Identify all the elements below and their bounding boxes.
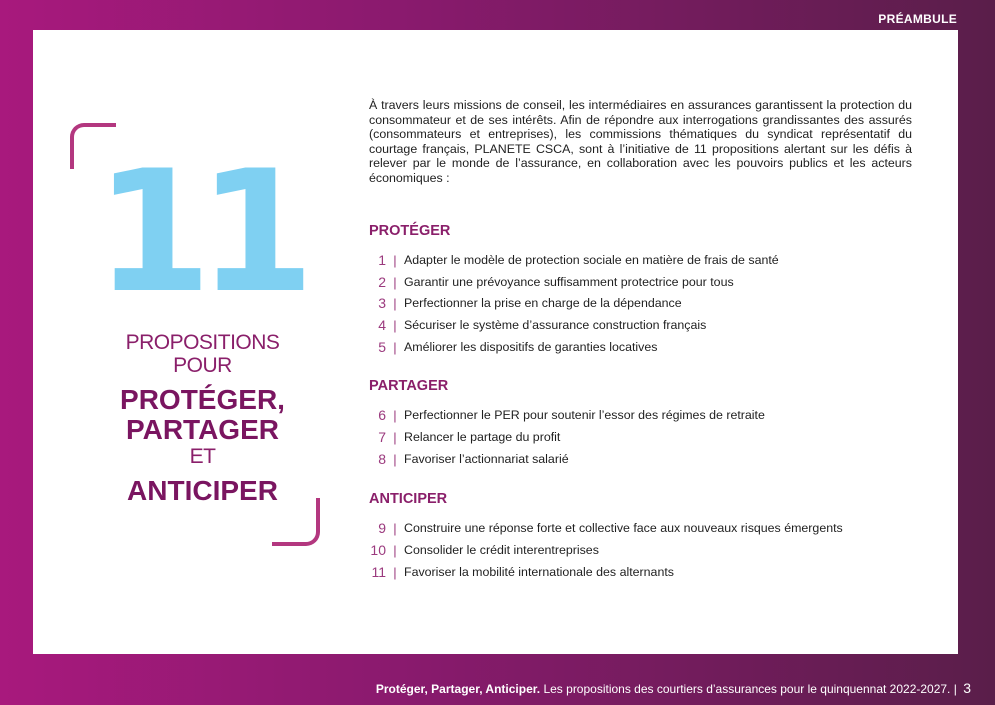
item-separator: |: [393, 564, 397, 580]
item-text: Relancer le partage du profit: [404, 430, 561, 444]
heading-anticiper: ANTICIPER: [127, 475, 278, 506]
item-number: 9: [378, 520, 386, 536]
item-number: 11: [371, 564, 386, 580]
section-label: PRÉAMBULE: [878, 12, 957, 26]
item-separator: |: [393, 295, 397, 311]
list-item: [364, 540, 599, 560]
item-text: Consolider le crédit interentreprises: [404, 543, 599, 557]
list-item: [364, 293, 682, 313]
item-number: 5: [378, 339, 386, 355]
heading-et: ET: [189, 445, 216, 468]
list-item: [364, 250, 779, 270]
footer: [376, 680, 971, 696]
list-item: [364, 405, 765, 425]
item-number: 8: [378, 451, 386, 467]
heading-pour: POUR: [173, 354, 232, 377]
item-text: Favoriser l’actionnariat salarié: [404, 452, 569, 466]
item-text: Garantir une prévoyance suffisamment protectrice pour tous: [404, 275, 734, 289]
list-item: [364, 427, 560, 447]
item-text: Perfectionner le PER pour soutenir l’essor des régimes de retraite: [404, 408, 765, 422]
item-number: 7: [378, 429, 386, 445]
item-number: 2: [378, 274, 386, 290]
item-number: 4: [378, 317, 386, 333]
footer-title: Protéger, Partager, Anticiper.: [375, 682, 541, 696]
heading-partager: PARTAGER: [126, 414, 279, 445]
item-number: 6: [378, 407, 386, 423]
left-heading: [110, 332, 295, 507]
item-text: Favoriser la mobilité internationale des alternants: [404, 565, 674, 579]
item-number: 3: [378, 295, 386, 311]
item-text: Perfectionner la prise en charge de la dépendance: [404, 296, 682, 310]
item-text: Adapter le modèle de protection sociale en matière de frais de santé: [404, 253, 779, 267]
page-number: 3: [963, 680, 971, 696]
item-number: 1: [378, 252, 386, 268]
item-text: Sécuriser le système d’assurance construction français: [404, 318, 707, 332]
footer-subtitle: Les propositions des courtiers d’assurances pour le quinquennat 2022-2027.: [540, 682, 951, 696]
heading-proteger: PROTÉGER,: [120, 384, 285, 415]
item-separator: |: [393, 520, 397, 536]
item-separator: |: [393, 274, 397, 290]
item-text: Améliorer les dispositifs de garanties locatives: [404, 340, 658, 354]
item-separator: |: [393, 542, 397, 558]
list-item: [364, 337, 657, 357]
list-item: [364, 562, 674, 582]
item-separator: |: [393, 451, 397, 467]
item-separator: |: [393, 252, 397, 268]
list-item: [364, 315, 706, 335]
item-separator: |: [393, 317, 397, 333]
item-separator: |: [393, 429, 397, 445]
item-separator: |: [393, 339, 397, 355]
intro-paragraph: À travers leurs missions de conseil, les intermédiaires en assurances garantissent la protection du consommateur et de ses intérêts. Afin de répondre aux interrogations grandissantes des assurés (consommateurs et entreprises), les commissions thématiques du syndicat représentatif du courtage français, PLANETE CSCA, sont à l’initiative de 11 propositions alertant sur les défis à relever par le monde de l’assurance, en collaboration avec les pouvoirs publics et les acteurs économiques :: [369, 98, 912, 185]
heading-propositions: PROPOSITIONS: [125, 331, 280, 354]
big-number: 11: [95, 134, 301, 330]
item-separator: |: [393, 407, 397, 423]
item-number: 10: [370, 542, 386, 558]
list-item: [364, 518, 843, 538]
group-title-anticiper: ANTICIPER: [369, 491, 448, 507]
footer-separator: |: [950, 682, 961, 696]
group-title-proteger: PROTÉGER: [369, 223, 451, 239]
list-item: [364, 449, 569, 469]
item-text: Construire une réponse forte et collective face aux nouveaux risques émergents: [404, 521, 843, 535]
list-item: [364, 272, 734, 292]
group-title-partager: PARTAGER: [369, 378, 449, 394]
